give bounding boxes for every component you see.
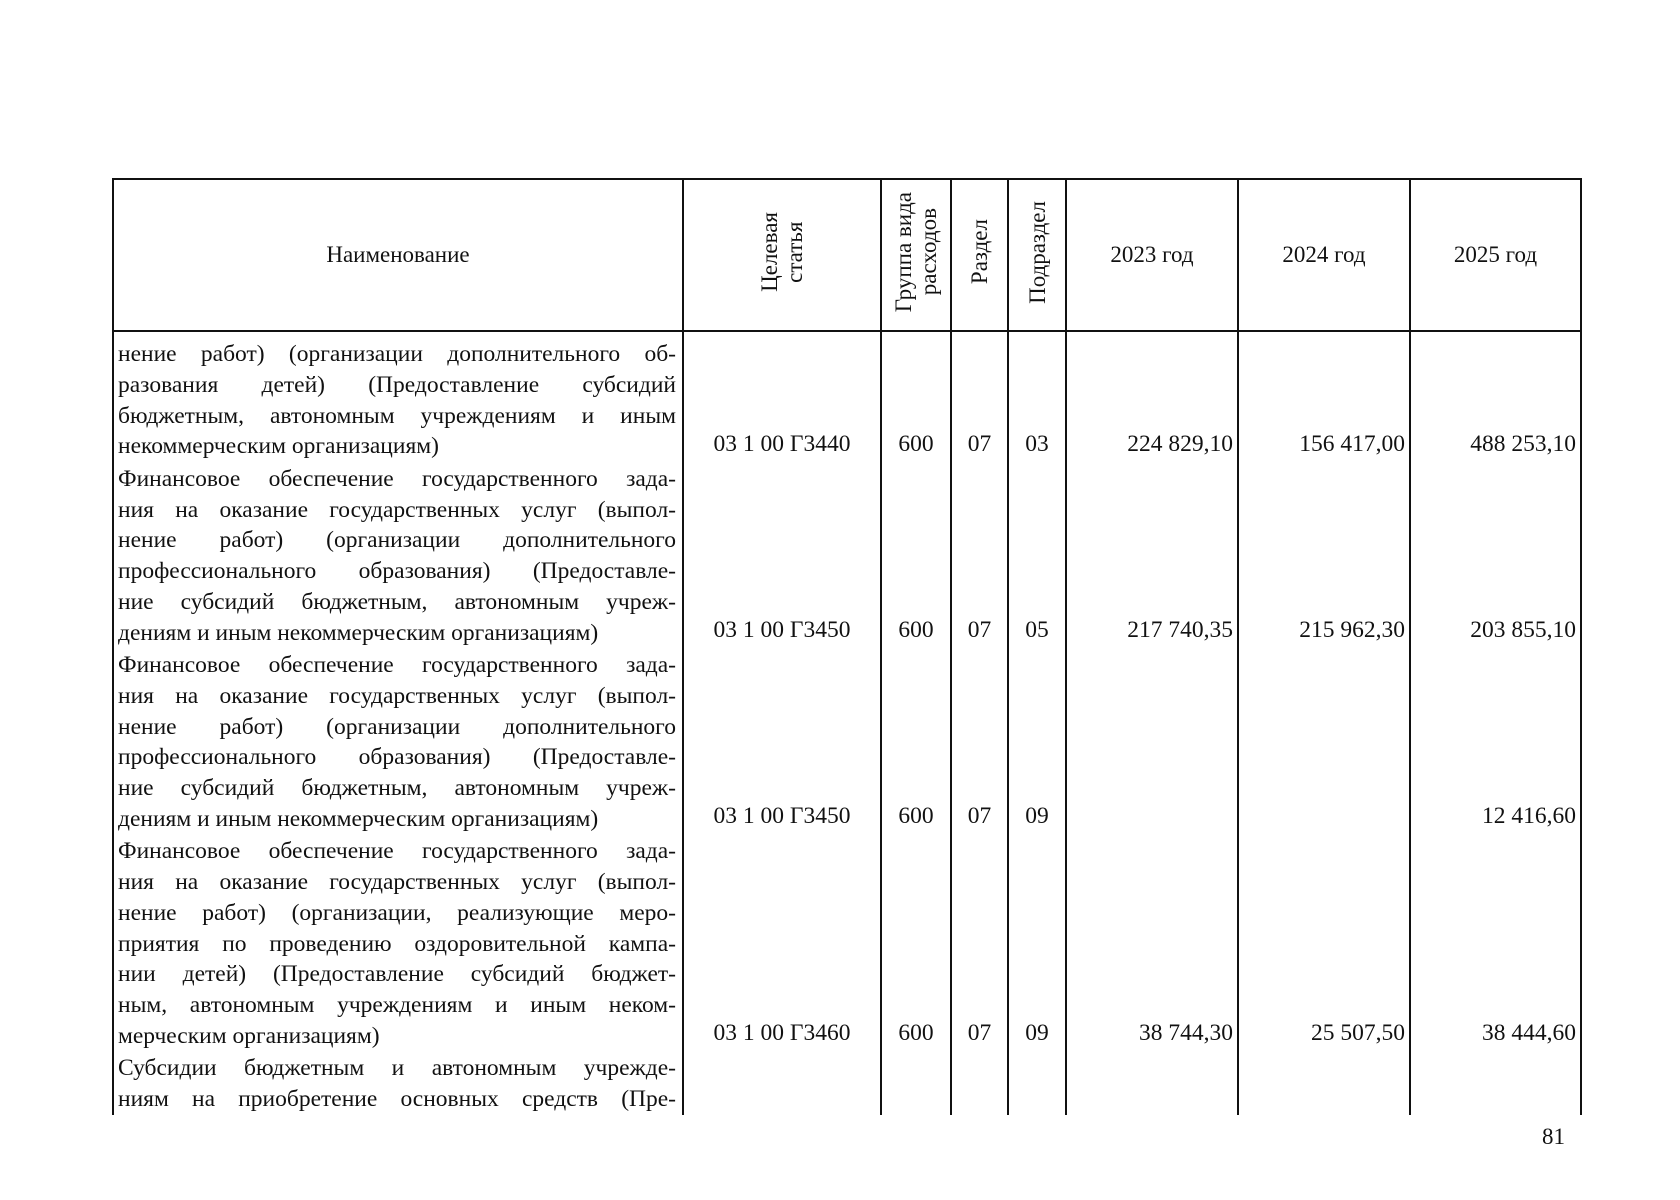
header-expense-group: Группа вида расходов (881, 179, 951, 331)
row-name: Финансовое обеспечение государственного зада- ния на оказание государственных услуг (выпол- нение работ) (организации дополнительного профессионального образования) (Предоставле- ние субсидий бюджетным, автономным учреж- дениям и иным некоммерческим организациям) (113, 648, 683, 834)
header-subsection: Подраздел (1008, 179, 1066, 331)
row-2024: 25 507,50 (1238, 834, 1410, 1051)
row-subsection: 05 (1008, 462, 1066, 648)
row-2024 (1238, 648, 1410, 834)
header-2025: 2025 год (1410, 179, 1581, 331)
row-section: 07 (951, 462, 1008, 648)
row-2023 (1066, 648, 1238, 834)
row-subsection: 09 (1008, 648, 1066, 834)
table-row (113, 331, 1581, 462)
row-subsection: 03 (1008, 331, 1066, 462)
row-name: Финансовое обеспечение государственного зада- ния на оказание государственных услуг (выпол- нение работ) (организации, реализующие меро- приятия по проведению оздоровительной кампа- нии детей) (Предоставление субсидий бюджет- ным, автономным учреждениям и иным неком- мерческим организациям) (113, 834, 683, 1051)
header-section: Раздел (951, 179, 1008, 331)
row-target-article: 03 1 00 Г3450 (683, 648, 881, 834)
row-2023: 38 744,30 (1066, 834, 1238, 1051)
row-section: 07 (951, 834, 1008, 1051)
budget-table (112, 178, 1582, 1115)
row-name: нение работ) (организации дополнительного об- разования детей) (Предоставление субсидий бюджетным, автономным учреждениям и иным некоммерческим организациям) (113, 331, 683, 462)
row-expense-group (881, 1051, 951, 1114)
row-section: 07 (951, 331, 1008, 462)
row-target-article: 03 1 00 Г3460 (683, 834, 881, 1051)
row-2023: 224 829,10 (1066, 331, 1238, 462)
row-target-article: 03 1 00 Г3450 (683, 462, 881, 648)
row-2023 (1066, 1051, 1238, 1114)
row-2023: 217 740,35 (1066, 462, 1238, 648)
table-row (113, 834, 1581, 1051)
row-expense-group: 600 (881, 462, 951, 648)
row-section (951, 1051, 1008, 1114)
row-2025: 488 253,10 (1410, 331, 1581, 462)
header-2024: 2024 год (1238, 179, 1410, 331)
header-row (113, 179, 1581, 331)
row-2025: 203 855,10 (1410, 462, 1581, 648)
row-section: 07 (951, 648, 1008, 834)
row-subsection (1008, 1051, 1066, 1114)
table-row (113, 648, 1581, 834)
row-2025 (1410, 1051, 1581, 1114)
row-2025: 38 444,60 (1410, 834, 1581, 1051)
row-2024: 156 417,00 (1238, 331, 1410, 462)
row-name: Финансовое обеспечение государственного зада- ния на оказание государственных услуг (выпол- нение работ) (организации дополнительного профессионального образования) (Предоставле- ние субсидий бюджетным, автономным учреж- дениям и иным некоммерческим организациям) (113, 462, 683, 648)
row-2024: 215 962,30 (1238, 462, 1410, 648)
row-expense-group: 600 (881, 648, 951, 834)
header-target-article: Целевая статья (683, 179, 881, 331)
table-row (113, 462, 1581, 648)
row-name: Субсидии бюджетным и автономным учрежде- ниям на приобретение основных средств (Пре- (113, 1051, 683, 1114)
header-2023: 2023 год (1066, 179, 1238, 331)
page-number: 81 (1542, 1124, 1565, 1149)
row-target-article (683, 1051, 881, 1114)
row-2025: 12 416,60 (1410, 648, 1581, 834)
table-row (113, 1051, 1581, 1114)
row-subsection: 09 (1008, 834, 1066, 1051)
row-2024 (1238, 1051, 1410, 1114)
row-expense-group: 600 (881, 834, 951, 1051)
row-expense-group: 600 (881, 331, 951, 462)
row-target-article: 03 1 00 Г3440 (683, 331, 881, 462)
header-name: Наименование (113, 179, 683, 331)
